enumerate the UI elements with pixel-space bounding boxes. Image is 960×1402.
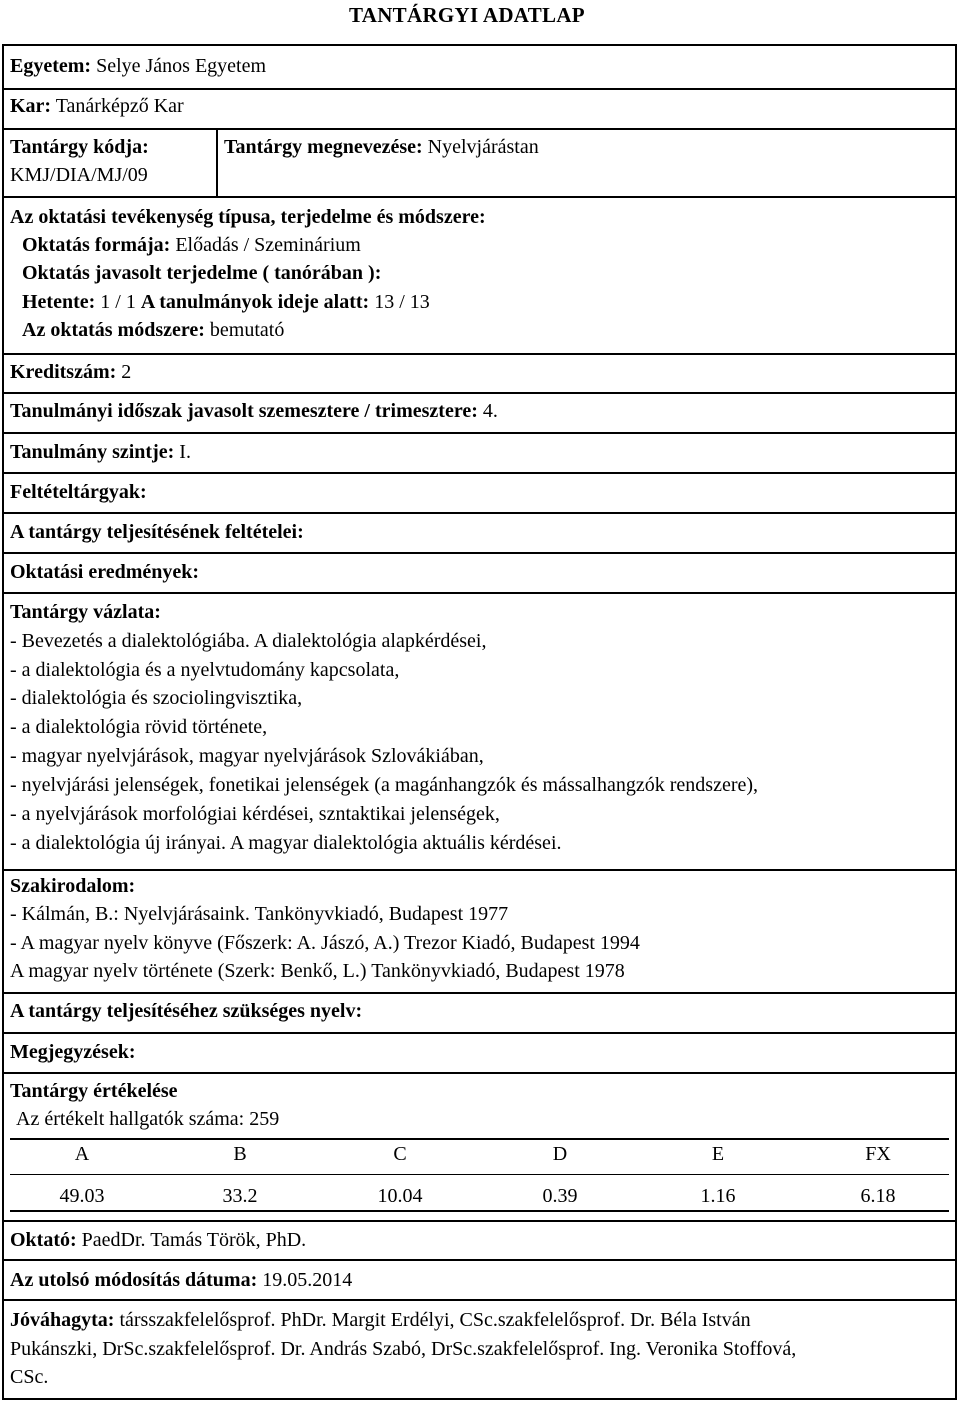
teaching-heading: Az oktatási tevékenység típusa, terjedelme és módszere: [10,206,486,228]
university-value: Selye János Egyetem [91,55,267,77]
university-label: Egyetem: [10,55,92,77]
approved-line1: társszakfelelősprof. PhDr. Margit Erdélyi, CSc.szakfelelősprof. Dr. Béla István [114,1309,751,1331]
row-divider [4,472,955,474]
outline-label: Tantárgy vázlata: [10,601,161,623]
outline-line: - magyar nyelvjárások, magyar nyelvjárások Szlovákiában, [10,745,484,767]
row-divider [4,1259,955,1261]
grade-table-border [10,1210,949,1212]
teaching-scope-label: Oktatás javasolt terjedelme ( tanórában ): [22,262,382,284]
outline-line: - a dialektológia és a nyelvtudomány kapcsolata, [10,659,400,681]
faculty-row [10,92,184,120]
credits-label: Kreditszám: [10,361,117,383]
modified-value: 19.05.2014 [257,1269,353,1291]
requirements-label: A tantárgy teljesítésének feltételei: [10,521,304,543]
row-divider [4,512,955,514]
grade-header: E [711,1143,725,1165]
term-value: 13 / 13 [369,291,430,313]
grade-percentage: 49.03 [59,1185,105,1207]
row-divider [4,869,955,871]
approved-line3: CSc. [10,1366,49,1388]
teacher-value: PaedDr. Tamás Török, PhD. [76,1229,307,1251]
credits-row [10,358,131,386]
level-label: Tanulmány szintje: [10,441,175,463]
weekly-value: 1 / 1 [95,291,141,313]
evaluated-count: Az értékelt hallgatók száma: 259 [16,1108,280,1130]
teacher-row [10,1226,306,1254]
course-code-label: Tantárgy kódja: [10,136,149,158]
semester-label: Tanulmányi időszak javasolt szemesztere / trimesztere: [10,400,478,422]
document-title: TANTÁRGYI ADATLAP [349,3,585,27]
level-value: I. [174,441,191,463]
grade-percentage: 6.18 [860,1185,896,1207]
approved-label: Jóváhagyta: [10,1309,115,1331]
row-divider [4,1032,955,1034]
grade-percentage: 33.2 [222,1185,258,1207]
row-divider [4,432,955,434]
row-divider [4,592,955,594]
grade-percentage: 1.16 [700,1185,736,1207]
grade-table-border [10,1138,949,1140]
modified-label: Az utolsó módosítás dátuma: [10,1269,258,1291]
grade-header: A [74,1143,90,1165]
modified-row [10,1266,352,1294]
row-divider [4,392,955,394]
semester-value: 4. [477,400,498,422]
teaching-method-value: bemutató [204,319,285,341]
row-divider [4,353,955,355]
prerequisites-label: Feltételtárgyak: [10,481,147,503]
row-divider [4,1072,955,1074]
grade-table-divider [10,1174,949,1175]
teaching-hours [22,288,430,316]
course-name-value: Nyelvjárástan [422,136,539,158]
language-label: A tantárgy teljesítéséhez szükséges nyelv: [10,1000,363,1022]
outcomes-label: Oktatási eredmények: [10,561,200,583]
grade-percentage: 0.39 [542,1185,578,1207]
outline-line: - a dialektológia új irányai. A magyar dialektológia aktuális kérdései. [10,832,562,854]
grade-header: C [393,1143,407,1165]
row-divider [4,1299,955,1301]
evaluation-label: Tantárgy értékelése [10,1080,178,1102]
approved-line2: Pukánszki, DrSc.szakfelelősprof. Dr. András Szabó, DrSc.szakfelelősprof. Ing. Veronika Stoffová, [10,1338,797,1360]
column-divider [216,128,218,196]
teaching-method-label: Az oktatás módszere: [22,319,205,341]
teaching-form [22,231,361,259]
literature-line: - A magyar nyelv könyve (Főszerk: A. Jászó, A.) Trezor Kiadó, Budapest 1994 [10,932,640,954]
notes-label: Megjegyzések: [10,1041,136,1063]
outline-line: - dialektológia és szociolingvisztika, [10,687,303,709]
literature-line: - Kálmán, B.: Nyelvjárásaink. Tankönyvkiadó, Budapest 1977 [10,903,509,925]
row-divider [4,196,955,198]
row-divider [4,552,955,554]
course-name [224,133,539,161]
teaching-method [22,316,284,344]
row-divider [4,88,955,90]
faculty-label: Kar: [10,95,52,117]
grade-percentage: 10.04 [377,1185,423,1207]
teacher-label: Oktató: [10,1229,77,1251]
teaching-form-label: Oktatás formája: [22,234,171,256]
outline-line: - a nyelvjárások morfológiai kérdései, szntaktikai jelenségek, [10,803,500,825]
term-label: A tanulmányok ideje alatt: [140,291,370,313]
university-row [10,52,266,80]
literature-label: Szakirodalom: [10,875,136,897]
outline-line: - nyelvjárási jelenségek, fonetikai jelenségek (a magánhangzók és mássalhangzók rendszere), [10,774,759,796]
course-code-value: KMJ/DIA/MJ/09 [10,164,148,186]
teaching-form-value: Előadás / Szeminárium [170,234,361,256]
credits-value: 2 [116,361,132,383]
row-divider [4,992,955,994]
row-divider [4,1220,955,1222]
grade-header: FX [865,1143,891,1165]
faculty-value: Tanárképző Kar [51,95,184,117]
course-name-label: Tantárgy megnevezése: [224,136,423,158]
outline-line: - a dialektológia rövid története, [10,716,268,738]
row-divider [4,128,955,130]
weekly-label: Hetente: [22,291,96,313]
approved-row [10,1306,751,1334]
grade-header: B [233,1143,247,1165]
semester-row [10,397,498,425]
outline-line: - Bevezetés a dialektológiába. A dialektológia alapkérdései, [10,630,487,652]
grade-header: D [552,1143,568,1165]
literature-line: A magyar nyelv története (Szerk: Benkő, L.) Tankönyvkiadó, Budapest 1978 [10,960,625,982]
level-row [10,438,191,466]
